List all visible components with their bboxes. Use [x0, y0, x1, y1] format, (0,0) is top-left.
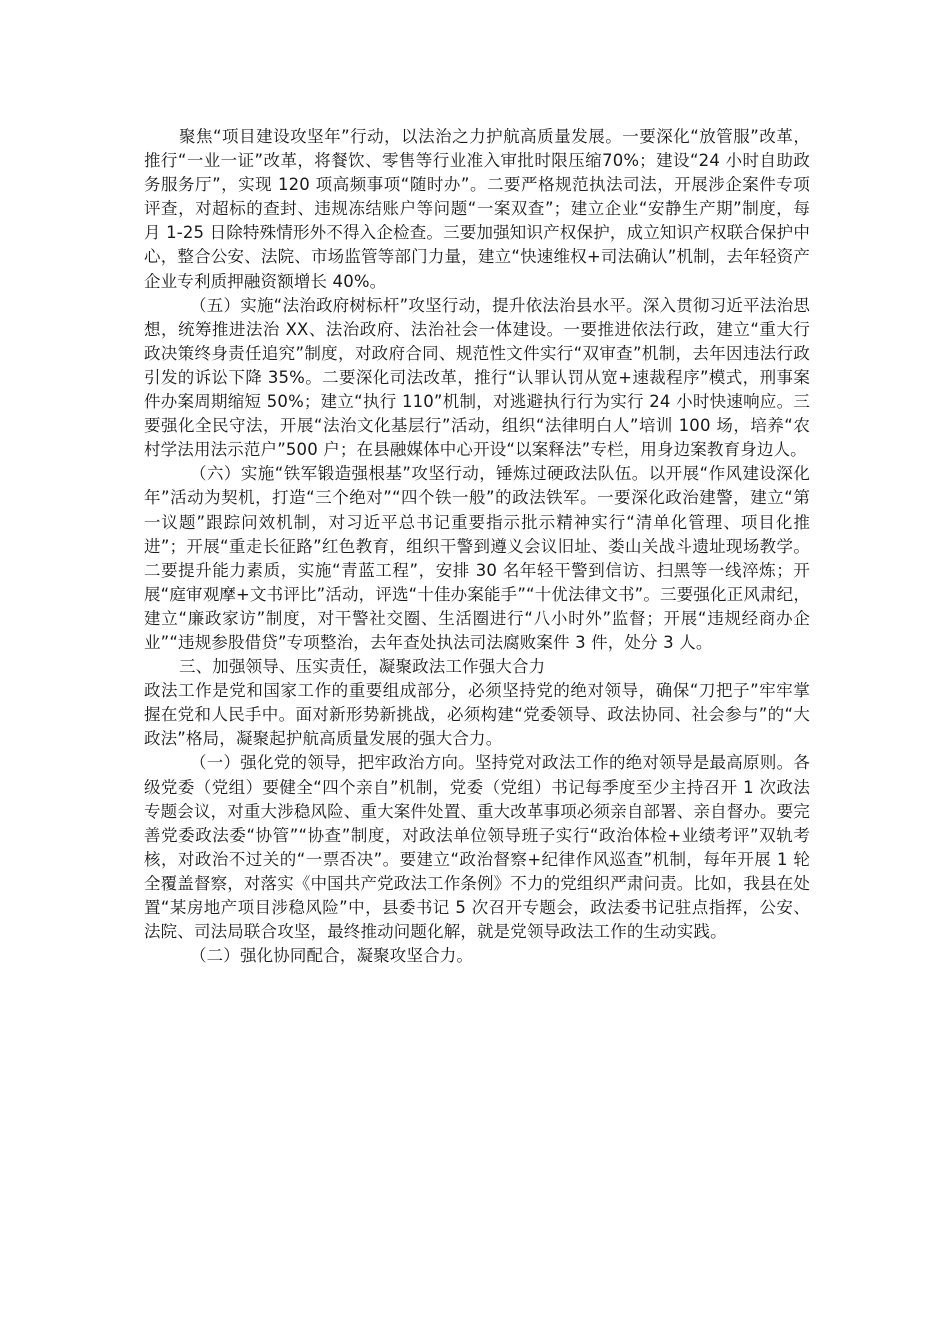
paragraph-part-three-intro: 政法工作是党和国家工作的重要组成部分，必须坚持党的绝对领导，确保“刀把子”牢牢掌握在党和人民手中。面对新形势新挑战，必须构建“党委领导、政法协同、社会参与”的“大政法”格局，凝聚起护航高质量发展的强大合力。	[144, 681, 810, 749]
heading-part-three: 三、加强领导、压实责任，凝聚政法工作强大合力	[179, 657, 546, 677]
paragraph-subsection-two: （二）强化协同配合，凝聚攻坚合力。	[190, 946, 474, 966]
paragraph-section-five: （五）实施“法治政府树标杆”攻坚行动，提升依法治县水平。深入贯彻习近平法治思想，统筹推进法治 XX、法治政府、法治社会一体建设。一要推进依法行政，建立“重大行政决策终身责任追究”制度，对政府合同、规范性文件实行“双审查”机制，去年因违法行政引发的诉讼下降 35%。二要深化司法改革，推行“认罪认罚从宽+速裁程序”模式，刑事案件办案周期缩短 50%；建立“执行 110”机制，对逃避执行行为实行 24 小时快速响应。三要强化全民守法，开展“法治文化基层行”活动，组织“法律明白人”培训 100 场，培养“农村学法用法示范户”500 户；在县融媒体中心开设“以案释法”专栏，用身边案教育身边人。	[144, 295, 810, 460]
paragraph-section-six: （六）实施“铁军锻造强根基”攻坚行动，锤炼过硬政法队伍。以开展“作风建设深化年”活动为契机，打造“三个绝对”“四个铁一般”的政法铁军。一要深化政治建警，建立“第一议题”跟踪问效机制，对习近平总书记重要指示批示精神实行“清单化管理、项目化推进”；开展“重走长征路”红色教育，组织干警到遵义会议旧址、娄山关战斗遗址现场教学。二要提升能力素质，实施“青蓝工程”，安排 30 名年轻干警到信访、扫黑等一线淬炼；开展“庭审观摩+文书评比”活动，评选“十佳办案能手”“十优法律文书”。三要强化正风肃纪，建立“廉政家访”制度，对干警社交圈、生活圈进行“八小时外”监督；开展“违规经商办企业”“违规参股借贷”专项整治，去年查处执法司法腐败案件 3 件，处分 3 人。	[144, 464, 810, 652]
paragraph-project-construction: 聚焦“项目建设攻坚年”行动，以法治之力护航高质量发展。一要深化“放管服”改革，推行“一业一证”改革，将餐饮、零售等行业准入审批时限压缩70%；建设“24 小时自助政务服务厅”，实现 120 项高频事项“随时办”。二要严格规范执法司法，开展涉企案件专项评查，对超标的查封、违规冻结账户等问题“一案双查”；建立企业“安静生产期”制度，每月 1-25 日除特殊情形外不得入企检查。三要加强知识产权保护，成立知识产权联合保护中心，整合公安、法院、市场监管等部门力量，建立“快速维权+司法确认”机制，去年轻资产企业专利质押融资额增长 40%。	[144, 127, 810, 291]
document-body	[144, 125, 810, 968]
paragraph-subsection-one: （一）强化党的领导，把牢政治方向。坚持党对政法工作的绝对领导是最高原则。各级党委（党组）要健全“四个亲自”机制，党委（党组）书记每季度至少主持召开 1 次政法专题会议，对重大涉稳风险、重大案件处置、重大改革事项必须亲自部署、亲自督办。要完善党委政法委“协管”“协查”制度，对政法单位领导班子实行“政治体检+业绩考评”双轨考核，对政治不过关的“一票否决”。要建立“政治督察+纪律作风巡查”机制，每年开展 1 轮全覆盖督察，对落实《中国共产党政法工作条例》不力的党组织严肃问责。比如，我县在处置“某房地产项目涉稳风险”中，县委书记 5 次召开专题会，政法委书记驻点指挥，公安、法院、司法局联合攻坚，最终推动问题化解，就是党领导政法工作的生动实践。	[144, 753, 810, 942]
